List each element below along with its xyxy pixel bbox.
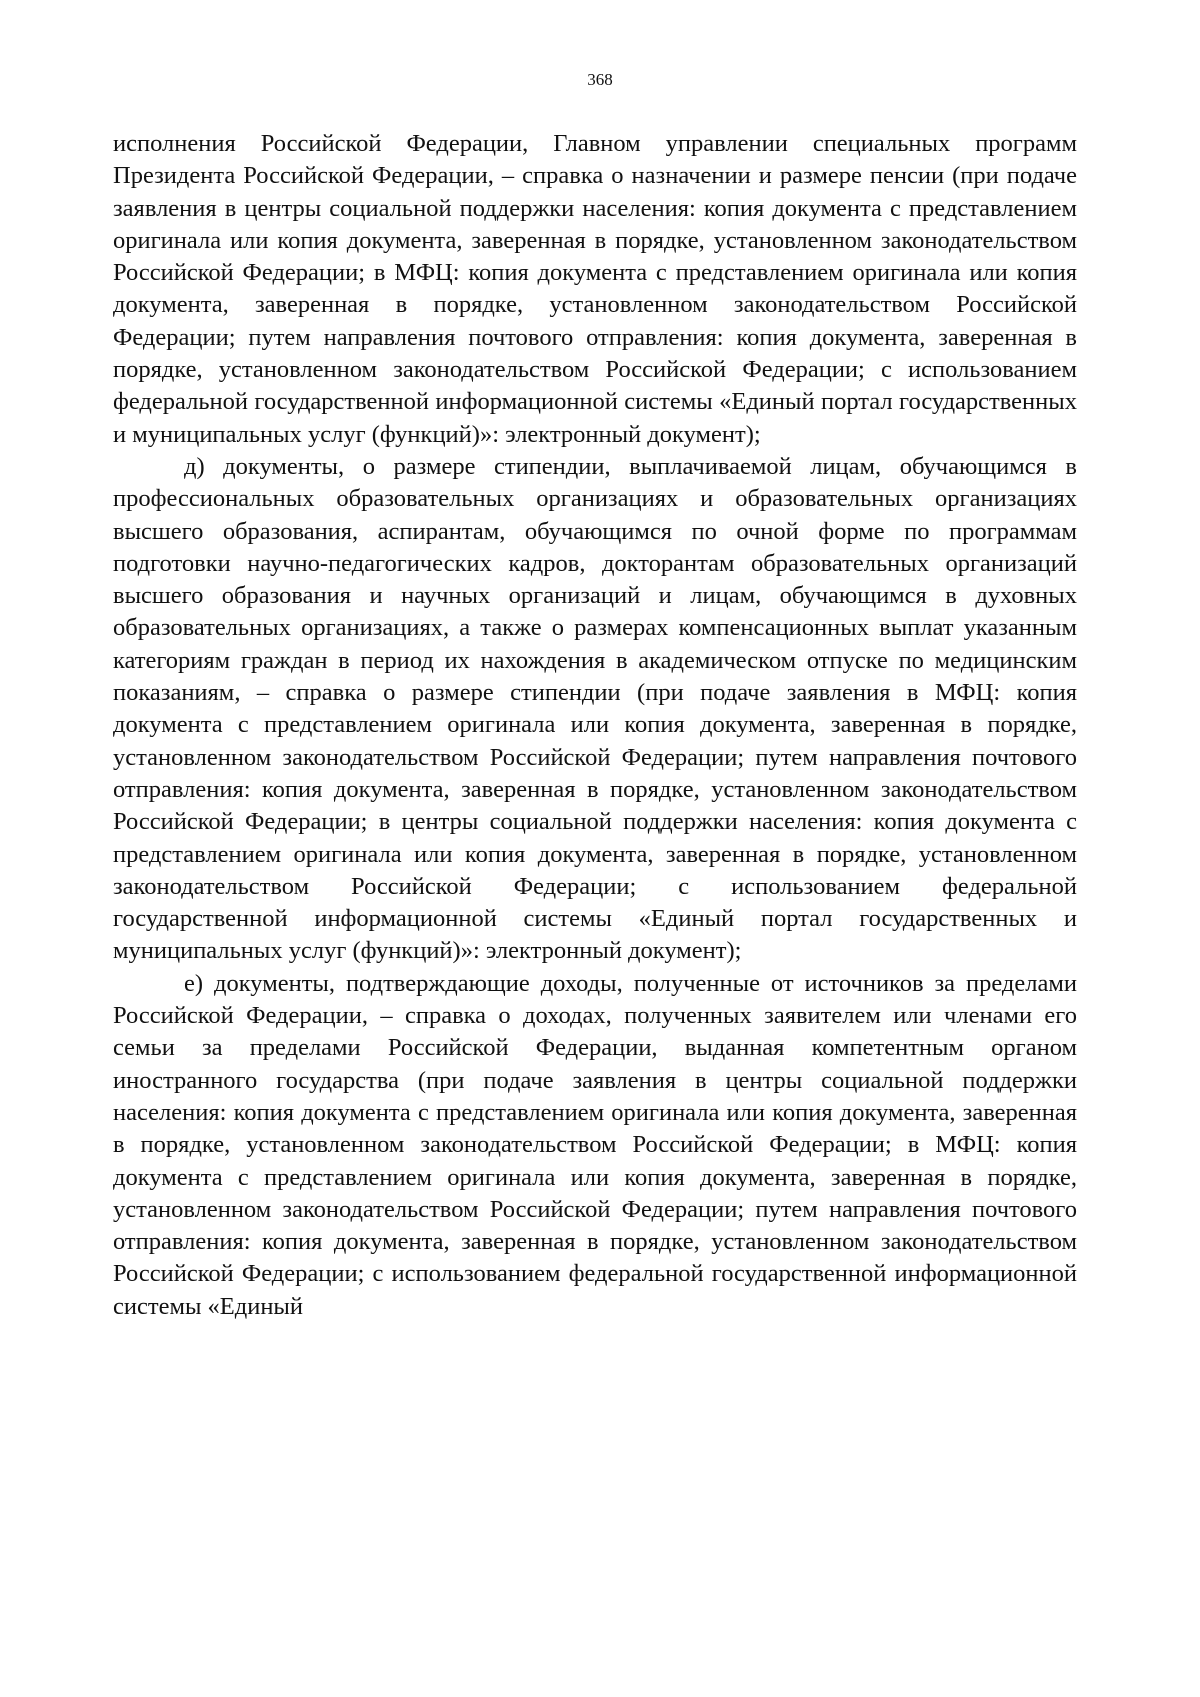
document-body xyxy=(113,128,1077,1323)
page-number: 368 xyxy=(587,70,613,89)
paragraph-continuation: исполнения Российской Федерации, Главном управлении специальных программ Президента Российской Федерации, – справка о назначении и размере пенсии (при подаче заявления в центры социальной поддержки населения: копия документа с представлением оригинала или копия документа, заверенная в порядке, установленном законодательством Российской Федерации; в МФЦ: копия документа с представлением оригинала или копия документа, заверенная в порядке, установленном законодательством Российской Федерации; путем направления почтового отправления: копия документа, заверенная в порядке, установленном законодательством Российской Федерации; с использованием федеральной государственной информационной системы «Единый портал государственных и муниципальных услуг (функций)»: электронный документ); xyxy=(113,130,1077,448)
paragraph-item-e: е) документы, подтверждающие доходы, полученные от источников за пределами Российской Федерации, – справка о доходах, полученных заявителем или членами его семьи за пределами Российской Федерации, выданная компетентным органом иностранного государства (при подаче заявления в центры социальной поддержки населения: копия документа с представлением оригинала или копия документа, заверенная в порядке, установленном законодательством Российской Федерации; в МФЦ: копия документа с представлением оригинала или копия документа, заверенная в порядке, установленном законодательством Российской Федерации; путем направления почтового отправления: копия документа, заверенная в порядке, установленном законодательством Российской Федерации; с использованием федеральной государственной информационной системы «Единый xyxy=(113,969,1077,1320)
paragraph-item-d: д) документы, о размере стипендии, выплачиваемой лицам, обучающимся в профессиональных образовательных организациях и образовательных организациях высшего образования, аспирантам, обучающимся по очной форме по программам подготовки научно-педагогических кадров, докторантам образовательных организаций высшего образования и научных организаций и лицам, обучающимся в духовных образовательных организациях, а также о размерах компенсационных выплат указанным категориям граждан в период их нахождения в академическом отпуске по медицинским показаниям, – справка о размере стипендии (при подаче заявления в МФЦ: копия документа с представлением оригинала или копия документа, заверенная в порядке, установленном законодательством Российской Федерации; путем направления почтового отправления: копия документа, заверенная в порядке, установленном законодательством Российской Федерации; в центры социальной поддержки населения: копия документа с представлением оригинала или копия документа, заверенная в порядке, установленном законодательством Российской Федерации; с использованием федеральной государственной информационной системы «Единый портал государственных и муниципальных услуг (функций)»: электронный документ); xyxy=(113,452,1077,965)
